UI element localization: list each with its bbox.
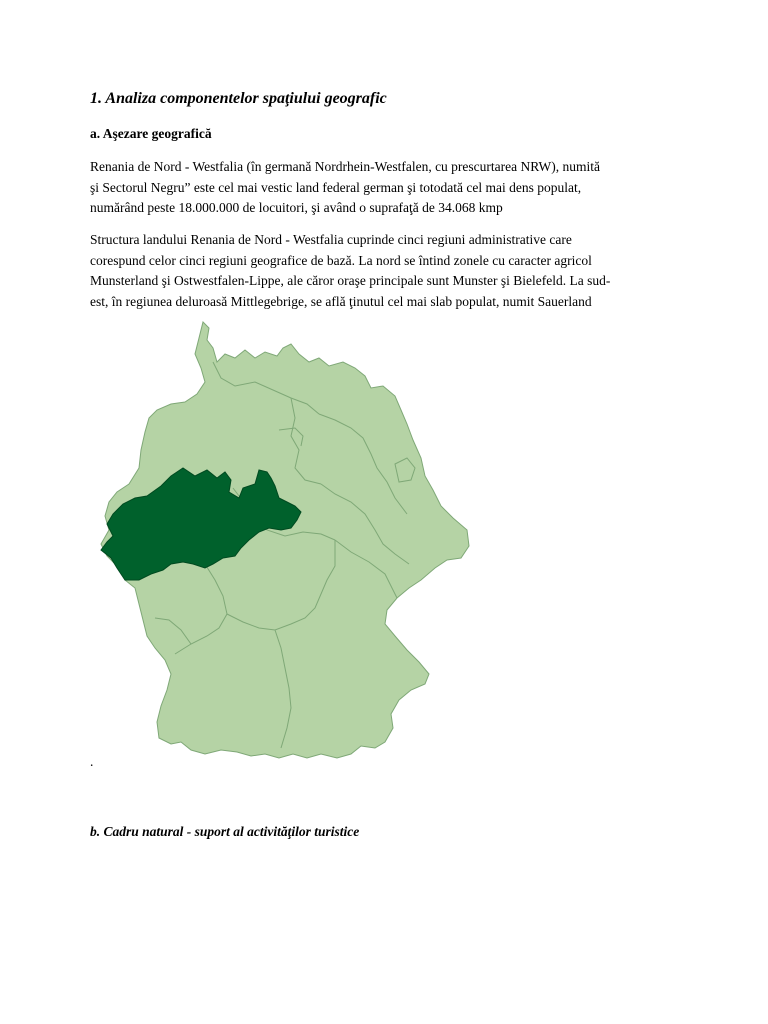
paragraph-2-line: Structura landului Renania de Nord - Westfalia cuprinde cinci regiuni administrative care <box>90 232 572 247</box>
section-b-heading: b. Cadru natural - suport al activităţilor turistice <box>90 824 360 839</box>
germany-map <box>95 318 475 773</box>
paragraph-2-line: corespund celor cinci regiuni geografice de bază. La nord se întind zonele cu caracter agricol <box>90 252 592 268</box>
paragraph-1 <box>90 157 675 219</box>
paragraph-1-line: numărând peste 18.000.000 de locuitori, şi având o suprafaţă de 34.068 kmp <box>90 200 503 215</box>
paragraph-2-line: Munsterland şi Ostwestfalen-Lippe, ale căror oraşe principale sunt Munster şi Bielefeld. La sud- <box>90 273 611 288</box>
germany-map-svg <box>95 318 475 773</box>
paragraph-2-line: est, în regiunea deluroasă Mittlegebrige, se află ţinutul cel mai slab populat, numit Sauerland <box>90 293 592 309</box>
document-title: 1. Analiza componentelor spaţiului geografic <box>90 90 387 107</box>
paragraph-1-line: Renania de Nord - Westfalia (în germană Nordrhein-Westfalen, cu prescurtarea NRW), numită <box>90 159 601 174</box>
stray-dot: . <box>90 754 94 769</box>
paragraph-2 <box>90 230 675 312</box>
section-a-heading: a. Aşezare geografică <box>90 126 212 141</box>
paragraph-1-line: şi Sectorul Negru” este cel mai vestic land federal german şi totodată cel mai dens populat, <box>90 179 582 195</box>
